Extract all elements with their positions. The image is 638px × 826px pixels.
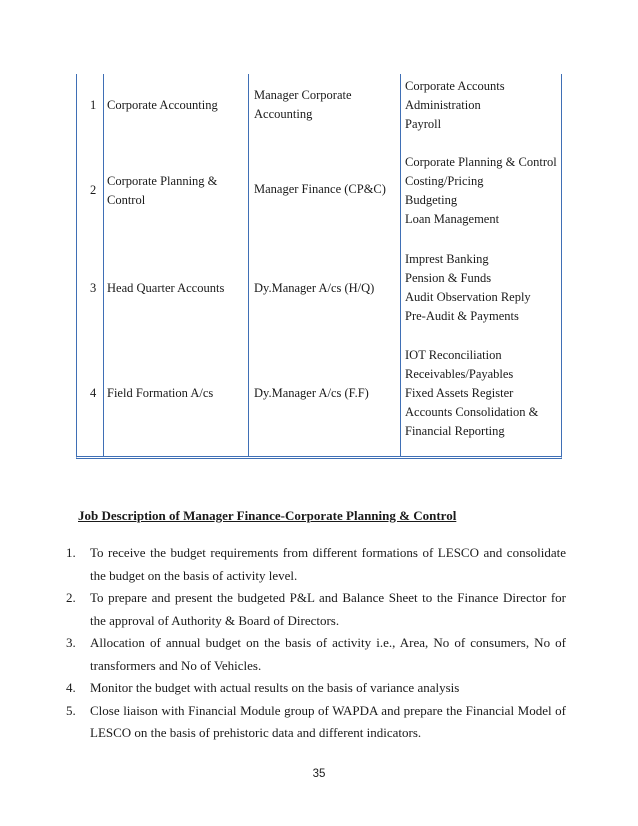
unit-name: Head Quarter Accounts (107, 281, 225, 295)
table-row (77, 150, 561, 246)
unit-name: Field Formation A/cs (107, 386, 214, 400)
item-text: To receive the budget requirements from different formations of LESCO and consolidate the budget on the basis of activity level. (90, 545, 566, 583)
unit-functions: Imprest Banking Pension & Funds Audit Observation Reply Pre-Audit & Payments (405, 252, 531, 323)
list-item (66, 677, 566, 700)
unit-functions: Corporate Accounts Administration Payroll (405, 79, 505, 131)
unit-head: Manager Corporate Accounting (254, 88, 352, 121)
row-number: 3 (90, 281, 97, 295)
list-item (66, 587, 566, 632)
item-text: To prepare and present the budgeted P&L and Balance Sheet to the Finance Director for the approval of Authority & Board of Directors. (90, 590, 566, 628)
list-item (66, 700, 566, 745)
row-number: 1 (90, 98, 97, 112)
table-row (77, 342, 561, 459)
item-number: 5. (66, 702, 76, 718)
row-number: 4 (90, 386, 97, 400)
page-number: 35 (312, 768, 326, 780)
item-text: Allocation of annual budget on the basis of activity i.e., Area, No of consumers, No of transformers and No of Vehicles. (90, 635, 566, 673)
table-row (77, 246, 561, 342)
unit-functions: Corporate Planning & Control Costing/Pricing Budgeting Loan Management (405, 155, 557, 226)
table-row (77, 74, 561, 150)
item-number: 2. (66, 590, 76, 605)
item-number: 3. (66, 635, 76, 650)
row-number: 2 (90, 183, 97, 197)
item-number: 4. (66, 680, 76, 695)
item-number: 1. (66, 545, 76, 560)
item-text: Monitor the budget with actual results on the basis of variance analysis (90, 680, 460, 695)
list-item (66, 632, 566, 677)
unit-name: Corporate Accounting (107, 98, 218, 112)
list-item (66, 542, 566, 587)
org-function-table (76, 74, 562, 459)
unit-functions: IOT Reconciliation Receivables/Payables Fixed Assets Register Accounts Consolidation & Financial Reporting (405, 348, 539, 438)
job-description-list (66, 542, 566, 745)
unit-name: Corporate Planning & Control (107, 174, 218, 207)
unit-head: Dy.Manager A/cs (F.F) (254, 386, 369, 400)
unit-head: Dy.Manager A/cs (H/Q) (254, 281, 375, 295)
unit-head: Manager Finance (CP&C) (254, 182, 386, 196)
section-heading: Job Description of Manager Finance-Corporate Planning & Control (78, 508, 457, 523)
item-text: Close liaison with Financial Module group of WAPDA and prepare the Financial Model of LESCO on the basis of prehistoric data and different indicators. (90, 702, 566, 740)
